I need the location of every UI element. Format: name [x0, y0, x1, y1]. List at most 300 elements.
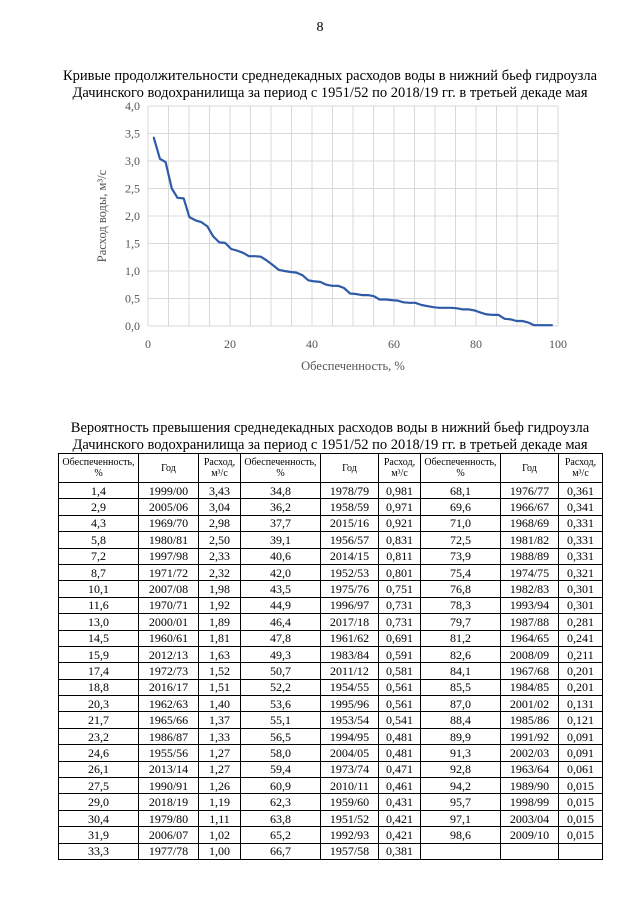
- table-row: [59, 794, 603, 810]
- cell-probability: 81,2: [421, 630, 501, 646]
- cell-year: 1960/61: [139, 630, 199, 646]
- cell-probability: 87,0: [421, 696, 501, 712]
- cell-flow: 0,091: [559, 745, 603, 761]
- cell-year: 1996/97: [321, 597, 379, 613]
- cell-flow: 0,581: [379, 663, 421, 679]
- cell-year: 1995/96: [321, 696, 379, 712]
- data-point: [468, 309, 470, 311]
- cell-year: 1983/84: [321, 646, 379, 662]
- table-row: [59, 532, 603, 548]
- data-point: [545, 324, 547, 326]
- data-point: [385, 299, 387, 301]
- data-point: [183, 198, 185, 200]
- cell-flow: [559, 843, 603, 859]
- cell-probability: 85,5: [421, 679, 501, 695]
- cell-probability: 72,5: [421, 532, 501, 548]
- cell-probability: 50,7: [241, 663, 321, 679]
- data-point: [230, 248, 232, 250]
- cell-year: 2007/08: [139, 581, 199, 597]
- y-tick-label: 1,0: [125, 264, 140, 278]
- cell-year: 1988/89: [501, 548, 559, 564]
- cell-flow: 0,481: [379, 745, 421, 761]
- cell-flow: 1,63: [199, 646, 241, 662]
- cell-probability: 75,4: [421, 564, 501, 580]
- cell-probability: 92,8: [421, 761, 501, 777]
- cell-flow: 0,015: [559, 794, 603, 810]
- cell-flow: 0,201: [559, 679, 603, 695]
- cell-flow: 0,131: [559, 696, 603, 712]
- cell-year: 2005/06: [139, 499, 199, 515]
- table-row: [59, 663, 603, 679]
- y-tick-label: 0,5: [125, 291, 140, 306]
- cell-flow: 1,27: [199, 745, 241, 761]
- cell-year: 1973/74: [321, 761, 379, 777]
- data-point: [528, 322, 530, 324]
- header-probability: Обеспеченность, %: [421, 454, 501, 483]
- header-flow: Расход, м³/с: [559, 454, 603, 483]
- cell-year: 1999/00: [139, 483, 199, 499]
- y-tick-label: 3,5: [125, 126, 140, 141]
- data-point: [314, 281, 316, 283]
- cell-year: 1997/98: [139, 548, 199, 564]
- cell-probability: 68,1: [421, 483, 501, 499]
- cell-probability: 36,2: [241, 499, 321, 515]
- header-year: Год: [321, 454, 379, 483]
- header-flow: Расход, м³/с: [199, 454, 241, 483]
- cell-probability: 29,0: [59, 794, 139, 810]
- cell-flow: 0,561: [379, 679, 421, 695]
- y-axis-label: Расход воды, м³/с: [95, 169, 109, 263]
- cell-probability: 49,3: [241, 646, 321, 662]
- cell-year: 2004/05: [321, 745, 379, 761]
- cell-probability: 59,4: [241, 761, 321, 777]
- data-point: [201, 221, 203, 223]
- cell-probability: 26,1: [59, 761, 139, 777]
- table-row: [59, 614, 603, 630]
- data-point: [540, 324, 542, 326]
- x-tick-label: 100: [549, 337, 567, 351]
- cell-year: 2003/04: [501, 810, 559, 826]
- cell-probability: 31,9: [59, 827, 139, 843]
- data-point: [516, 320, 518, 322]
- cell-flow: 0,015: [559, 778, 603, 794]
- data-point: [498, 314, 500, 316]
- chart-title-line-1: Кривые продолжительности среднедекадных расходов воды в нижний бьеф гидроузла: [62, 68, 597, 84]
- data-point: [272, 264, 274, 266]
- cell-year: 2016/17: [139, 679, 199, 695]
- table-title: [60, 420, 600, 454]
- y-tick-label: 0,0: [125, 319, 140, 333]
- cell-year: 1984/85: [501, 679, 559, 695]
- data-point: [343, 287, 345, 289]
- data-point: [278, 269, 280, 271]
- data-point: [421, 304, 423, 306]
- data-point: [361, 294, 363, 296]
- data-point: [159, 158, 161, 160]
- cell-flow: 1,40: [199, 696, 241, 712]
- table-row: [59, 597, 603, 613]
- data-point: [438, 307, 440, 309]
- cell-year: 1991/92: [501, 728, 559, 744]
- data-point: [397, 300, 399, 302]
- cell-year: 2011/12: [321, 663, 379, 679]
- cell-probability: [421, 843, 501, 859]
- cell-probability: 30,4: [59, 810, 139, 826]
- data-point: [433, 306, 435, 308]
- cell-probability: 5,8: [59, 532, 139, 548]
- cell-flow: 0,691: [379, 630, 421, 646]
- cell-year: 2014/15: [321, 548, 379, 564]
- data-point: [254, 255, 256, 257]
- cell-flow: 3,43: [199, 483, 241, 499]
- cell-flow: 1,02: [199, 827, 241, 843]
- cell-year: 1977/78: [139, 843, 199, 859]
- cell-flow: 0,241: [559, 630, 603, 646]
- data-point: [171, 188, 173, 190]
- table-row: [59, 548, 603, 564]
- table-header-row: [59, 454, 603, 483]
- cell-flow: 1,81: [199, 630, 241, 646]
- header-flow: Расход, м³/с: [379, 454, 421, 483]
- cell-probability: 95,7: [421, 794, 501, 810]
- table-row: [59, 745, 603, 761]
- cell-flow: 3,04: [199, 499, 241, 515]
- data-point: [177, 197, 179, 199]
- cell-probability: 73,9: [421, 548, 501, 564]
- cell-probability: 10,1: [59, 581, 139, 597]
- data-point: [219, 242, 221, 244]
- cell-probability: 15,9: [59, 646, 139, 662]
- data-point: [450, 307, 452, 309]
- cell-year: 2013/14: [139, 761, 199, 777]
- cell-year: 1972/73: [139, 663, 199, 679]
- cell-flow: 1,26: [199, 778, 241, 794]
- cell-probability: 23,2: [59, 728, 139, 744]
- table-row: [59, 499, 603, 515]
- cell-probability: 79,7: [421, 614, 501, 630]
- cell-year: 1975/76: [321, 581, 379, 597]
- cell-flow: 0,201: [559, 663, 603, 679]
- cell-year: 2009/10: [501, 827, 559, 843]
- cell-flow: 0,211: [559, 646, 603, 662]
- cell-probability: 91,3: [421, 745, 501, 761]
- cell-flow: 0,061: [559, 761, 603, 777]
- data-point: [165, 161, 167, 163]
- x-tick-label: 40: [306, 337, 318, 351]
- cell-probability: 7,2: [59, 548, 139, 564]
- cell-year: 1967/68: [501, 663, 559, 679]
- cell-flow: 0,381: [379, 843, 421, 859]
- x-axis-label: Обеспеченность, %: [301, 359, 405, 373]
- cell-year: 2010/11: [321, 778, 379, 794]
- cell-flow: 0,731: [379, 614, 421, 630]
- cell-flow: 1,98: [199, 581, 241, 597]
- cell-flow: 0,015: [559, 810, 603, 826]
- data-point: [319, 281, 321, 283]
- cell-probability: 94,2: [421, 778, 501, 794]
- cell-year: 1971/72: [139, 564, 199, 580]
- probability-table: [58, 453, 603, 860]
- cell-year: 2017/18: [321, 614, 379, 630]
- cell-probability: 47,8: [241, 630, 321, 646]
- cell-year: 1956/57: [321, 532, 379, 548]
- cell-probability: 2,9: [59, 499, 139, 515]
- cell-flow: 1,52: [199, 663, 241, 679]
- cell-flow: 0,301: [559, 581, 603, 597]
- data-point: [236, 250, 238, 252]
- cell-flow: 0,321: [559, 564, 603, 580]
- data-point: [510, 319, 512, 321]
- data-point: [533, 324, 535, 326]
- cell-year: 1966/67: [501, 499, 559, 515]
- cell-probability: 66,7: [241, 843, 321, 859]
- table-row: [59, 515, 603, 531]
- cell-year: 1987/88: [501, 614, 559, 630]
- cell-flow: 2,50: [199, 532, 241, 548]
- table-row: [59, 712, 603, 728]
- y-tick-label: 1,5: [125, 236, 140, 251]
- table-title-line-2: Дачинского водохранилища за период с 1951/52 по 2018/19 гг. в третьей декаде мая: [72, 437, 588, 453]
- data-point: [355, 293, 357, 295]
- cell-flow: 1,92: [199, 597, 241, 613]
- data-point: [480, 312, 482, 314]
- cell-flow: 0,015: [559, 827, 603, 843]
- data-point: [207, 226, 209, 228]
- cell-probability: 78,3: [421, 597, 501, 613]
- cell-flow: 1,00: [199, 843, 241, 859]
- cell-probability: 84,1: [421, 663, 501, 679]
- cell-year: 2000/01: [139, 614, 199, 630]
- cell-flow: 2,33: [199, 548, 241, 564]
- data-point: [248, 255, 250, 257]
- cell-year: 1985/86: [501, 712, 559, 728]
- cell-flow: 0,421: [379, 810, 421, 826]
- cell-year: 1989/90: [501, 778, 559, 794]
- table-row: [59, 564, 603, 580]
- cell-probability: 20,3: [59, 696, 139, 712]
- x-tick-label: 0: [145, 337, 151, 351]
- cell-year: 1964/65: [501, 630, 559, 646]
- data-point: [331, 285, 333, 287]
- table-row: [59, 679, 603, 695]
- cell-probability: 62,3: [241, 794, 321, 810]
- data-point: [284, 270, 286, 272]
- cell-year: 1980/81: [139, 532, 199, 548]
- cell-flow: 0,921: [379, 515, 421, 531]
- cell-year: [501, 843, 559, 859]
- cell-flow: 0,341: [559, 499, 603, 515]
- cell-probability: 13,0: [59, 614, 139, 630]
- table-row: [59, 696, 603, 712]
- cell-probability: 40,6: [241, 548, 321, 564]
- cell-probability: 98,6: [421, 827, 501, 843]
- cell-probability: 55,1: [241, 712, 321, 728]
- cell-probability: 18,8: [59, 679, 139, 695]
- cell-year: 1955/56: [139, 745, 199, 761]
- cell-flow: 2,98: [199, 515, 241, 531]
- cell-probability: 44,9: [241, 597, 321, 613]
- data-point: [349, 293, 351, 295]
- data-point: [415, 302, 417, 304]
- cell-probability: 33,3: [59, 843, 139, 859]
- cell-flow: 0,831: [379, 532, 421, 548]
- cell-flow: 0,121: [559, 712, 603, 728]
- cell-flow: 0,981: [379, 483, 421, 499]
- cell-year: 2018/19: [139, 794, 199, 810]
- header-probability: Обеспеченность, %: [59, 454, 139, 483]
- cell-probability: 43,5: [241, 581, 321, 597]
- cell-probability: 42,0: [241, 564, 321, 580]
- cell-flow: 0,331: [559, 548, 603, 564]
- cell-year: 1954/55: [321, 679, 379, 695]
- data-point: [456, 308, 458, 310]
- cell-year: 1952/53: [321, 564, 379, 580]
- cell-year: 1978/79: [321, 483, 379, 499]
- cell-year: 1970/71: [139, 597, 199, 613]
- cell-probability: 56,5: [241, 728, 321, 744]
- header-year: Год: [501, 454, 559, 483]
- cell-probability: 97,1: [421, 810, 501, 826]
- cell-flow: 0,091: [559, 728, 603, 744]
- cell-year: 1959/60: [321, 794, 379, 810]
- table-row: [59, 646, 603, 662]
- table-row: [59, 778, 603, 794]
- data-point: [403, 301, 405, 303]
- cell-probability: 8,7: [59, 564, 139, 580]
- data-point: [296, 272, 298, 274]
- y-tick-label: 3,0: [125, 154, 140, 168]
- cell-probability: 58,0: [241, 745, 321, 761]
- cell-year: 2015/16: [321, 515, 379, 531]
- cell-flow: 1,89: [199, 614, 241, 630]
- cell-year: 1969/70: [139, 515, 199, 531]
- cell-probability: 21,7: [59, 712, 139, 728]
- cell-probability: 14,5: [59, 630, 139, 646]
- cell-probability: 17,4: [59, 663, 139, 679]
- cell-flow: 0,731: [379, 597, 421, 613]
- data-point: [462, 309, 464, 311]
- cell-flow: 1,19: [199, 794, 241, 810]
- data-point: [189, 216, 191, 218]
- data-point: [409, 302, 411, 304]
- table-row: [59, 761, 603, 777]
- cell-flow: 1,11: [199, 810, 241, 826]
- cell-year: 1979/80: [139, 810, 199, 826]
- cell-flow: 1,51: [199, 679, 241, 695]
- cell-probability: 34,8: [241, 483, 321, 499]
- table-row: [59, 581, 603, 597]
- cell-flow: 0,301: [559, 597, 603, 613]
- data-point: [444, 307, 446, 309]
- data-point: [504, 318, 506, 320]
- cell-year: 1976/77: [501, 483, 559, 499]
- cell-year: 1998/99: [501, 794, 559, 810]
- cell-probability: 11,6: [59, 597, 139, 613]
- cell-year: 1951/52: [321, 810, 379, 826]
- page-number: 8: [316, 20, 324, 35]
- cell-probability: 52,2: [241, 679, 321, 695]
- data-point: [426, 305, 428, 307]
- table-row: [59, 483, 603, 499]
- data-point: [326, 284, 328, 286]
- cell-probability: 89,9: [421, 728, 501, 744]
- cell-year: 2001/02: [501, 696, 559, 712]
- y-tick-label: 4,0: [125, 99, 140, 113]
- x-tick-label: 60: [388, 337, 400, 351]
- cell-probability: 65,2: [241, 827, 321, 843]
- data-point: [486, 314, 488, 316]
- data-point: [308, 279, 310, 281]
- data-point: [212, 236, 214, 238]
- cell-year: 1953/54: [321, 712, 379, 728]
- data-point: [492, 314, 494, 316]
- data-point: [195, 220, 197, 222]
- cell-flow: 1,27: [199, 761, 241, 777]
- data-point: [242, 252, 244, 254]
- table-row: [59, 728, 603, 744]
- cell-year: 1957/58: [321, 843, 379, 859]
- cell-probability: 69,6: [421, 499, 501, 515]
- cell-flow: 0,361: [559, 483, 603, 499]
- cell-year: 2002/03: [501, 745, 559, 761]
- cell-year: 2008/09: [501, 646, 559, 662]
- cell-probability: 24,6: [59, 745, 139, 761]
- cell-year: 1982/83: [501, 581, 559, 597]
- cell-flow: 0,541: [379, 712, 421, 728]
- data-point: [337, 285, 339, 287]
- cell-probability: 88,4: [421, 712, 501, 728]
- data-point: [367, 294, 369, 296]
- cell-year: 1961/62: [321, 630, 379, 646]
- table-row: [59, 827, 603, 843]
- cell-probability: 46,4: [241, 614, 321, 630]
- data-point: [266, 260, 268, 262]
- cell-flow: 0,331: [559, 515, 603, 531]
- cell-year: 1962/63: [139, 696, 199, 712]
- cell-flow: 0,561: [379, 696, 421, 712]
- y-tick-label: 2,0: [125, 209, 140, 223]
- cell-flow: 0,331: [559, 532, 603, 548]
- cell-probability: 76,8: [421, 581, 501, 597]
- cell-year: 1958/59: [321, 499, 379, 515]
- data-point: [302, 275, 304, 277]
- cell-year: 1981/82: [501, 532, 559, 548]
- table-row: [59, 810, 603, 826]
- cell-year: 1963/64: [501, 761, 559, 777]
- cell-year: 1974/75: [501, 564, 559, 580]
- cell-flow: 0,591: [379, 646, 421, 662]
- table-title-line-1: Вероятность превышения среднедекадных расходов воды в нижний бьеф гидроузла: [70, 420, 590, 436]
- cell-year: 1990/91: [139, 778, 199, 794]
- cell-flow: 0,431: [379, 794, 421, 810]
- cell-flow: 1,33: [199, 728, 241, 744]
- chart-title-line-2: Дачинского водохранилища за период с 1951/52 по 2018/19 гг. в третьей декаде мая: [72, 85, 588, 101]
- data-point: [153, 137, 155, 139]
- data-point: [373, 295, 375, 297]
- cell-probability: 37,7: [241, 515, 321, 531]
- y-tick-label: 2,5: [125, 181, 140, 196]
- cell-year: 2006/07: [139, 827, 199, 843]
- cell-probability: 82,6: [421, 646, 501, 662]
- data-point: [290, 271, 292, 273]
- cell-flow: 0,421: [379, 827, 421, 843]
- data-point: [391, 299, 393, 301]
- data-point: [474, 310, 476, 312]
- cell-year: 1986/87: [139, 728, 199, 744]
- cell-probability: 39,1: [241, 532, 321, 548]
- cell-flow: 0,971: [379, 499, 421, 515]
- data-point: [260, 256, 262, 258]
